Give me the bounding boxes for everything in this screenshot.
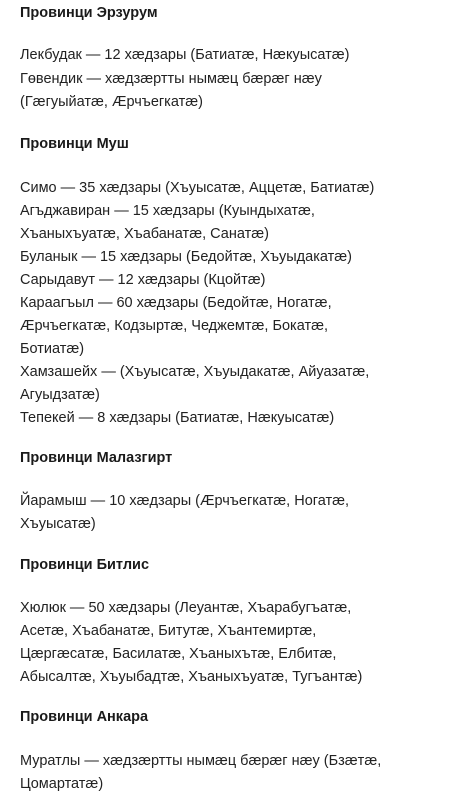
- text-line: Симо — 35 хæдзары (Хъуысатæ, Аццетæ, Батиатæ): [20, 180, 375, 196]
- text-line: Агъджавиран — 15 хæдзары (Куындыхатæ,: [20, 203, 315, 219]
- text-line: Хъаныхъуатæ, Хъабанатæ, Санатæ): [20, 226, 269, 242]
- text-line: Гөвендик — хæдзæртты нымæц бæрæг нæу: [20, 71, 322, 87]
- text-line: Тепекей — 8 хæдзары (Батиатæ, Нæкуысатæ): [20, 410, 335, 426]
- text-line: Цæргæсатæ, Басилатæ, Хъаныхътæ, Елбитæ,: [20, 646, 337, 662]
- text-line: Абысалтæ, Хъуыбадтæ, Хъаныхъуатæ, Тугъантæ): [20, 669, 363, 685]
- section-heading-bitlis: Провинци Битлис: [20, 557, 150, 573]
- text-line: Лекбудак — 12 хæдзары (Батиатæ, Нæкуысатæ): [20, 47, 350, 63]
- text-line: Цомартатæ): [20, 776, 104, 792]
- text-line: (Гæгуыйатæ, Ӕрчъегкатæ): [20, 94, 203, 110]
- section-heading-ankara: Провинци Анкара: [20, 709, 149, 725]
- section-heading-malazgirt: Провинци Малазгирт: [20, 450, 173, 466]
- text-line: Сарыдавут — 12 хæдзары (Кцойтæ): [20, 272, 266, 288]
- text-line: Асетæ, Хъабанатæ, Битутæ, Хъантемиртæ,: [20, 623, 317, 639]
- section-heading-mush: Провинци Муш: [20, 136, 129, 152]
- text-line: Йарамыш — 10 хæдзары (Ӕрчъегкатæ, Ногатæ,: [20, 493, 350, 509]
- text-line: Буланык — 15 хæдзары (Бедойтæ, Хъуыдакатæ): [20, 249, 352, 265]
- text-line: Хамзашейх — (Хъуысатæ, Хъуыдакатæ, Айуазатæ,: [20, 364, 370, 380]
- section-heading-erzurum: Провинци Эрзурум: [20, 5, 158, 21]
- text-line: Ӕрчъегкатæ, Кодзыртæ, Чеджемтæ, Бокатæ,: [20, 318, 329, 334]
- text-line: Хюлюк — 50 хæдзары (Леуантæ, Хъарабугъатæ,: [20, 600, 352, 616]
- text-line: Хъуысатæ): [20, 516, 96, 532]
- text-line: Караагъыл — 60 хæдзары (Бедойтæ, Ногатæ,: [20, 295, 332, 311]
- text-line: Ботиатæ): [20, 341, 85, 357]
- text-line: Агуыдзатæ): [20, 387, 100, 403]
- text-line: Муратлы — хæдзæртты нымæц бæрæг нæу (Бзæтæ,: [20, 753, 382, 769]
